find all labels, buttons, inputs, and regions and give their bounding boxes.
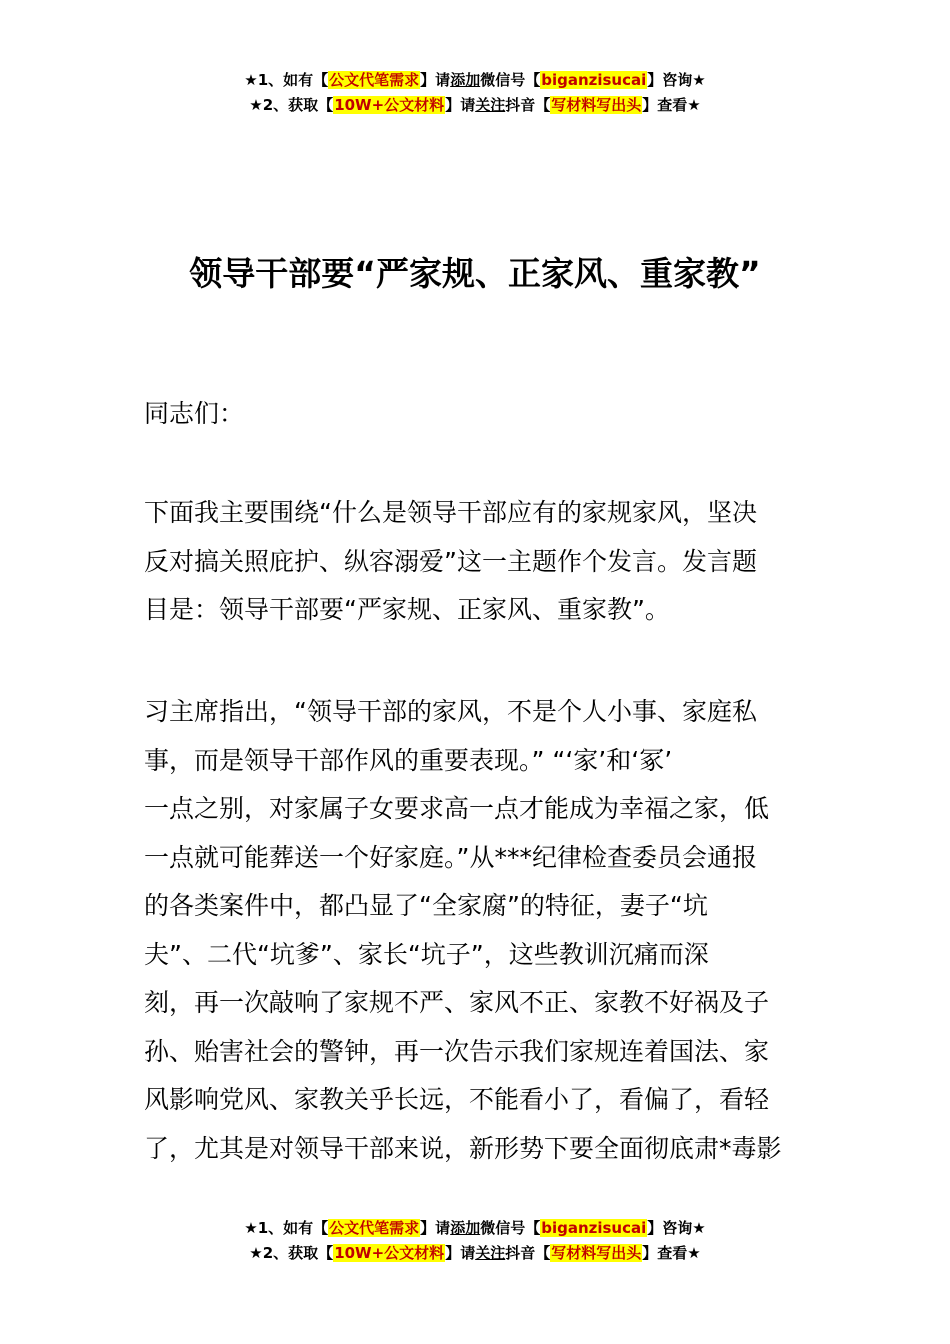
- highlight-douyin-account: 写材料写出头: [551, 96, 642, 114]
- text-line: 夫”、二代“坑爹”、家长“坑子”，这些教训沉痛而深: [144, 939, 709, 969]
- banner-line-1: ★1、如有【公文代笔需求】请添加微信号【biganzisucai】咨询★: [244, 1219, 706, 1237]
- highlight-douyin-account: 写材料写出头: [551, 1244, 642, 1262]
- paragraph-intro: [144, 489, 808, 635]
- text-line: 了，尤其是对领导干部来说，新形势下要全面彻底肃*毒影: [144, 1133, 782, 1163]
- text-line: 刻，再一次敲响了家规不严、家风不正、家教不好祸及子: [144, 988, 770, 1017]
- text-line: 下面我主要围绕“什么是领导干部应有的家规家风，坚决: [144, 498, 757, 527]
- highlight-wechat-id: biganzisucai: [541, 71, 647, 89]
- highlight-materials: 10W+公文材料: [334, 1244, 445, 1262]
- text-line: 反对搞关照庇护、纵容溺爱”这一主题作个发言。发言题: [144, 546, 757, 576]
- text-line: 一点就可能葬送一个好家庭。”从***纪律检查委员会通报: [144, 842, 757, 872]
- text-line: 目是：领导干部要“严家规、正家风、重家教”。: [144, 595, 670, 624]
- paragraph-main: [144, 688, 808, 1173]
- footer-banner: [0, 1216, 950, 1266]
- highlight-service: 公文代笔需求: [329, 71, 420, 89]
- highlight-service: 公文代笔需求: [329, 1219, 420, 1237]
- banner-line-2: ★2、获取【10W+公文材料】请关注抖音【写材料写出头】查看★: [249, 96, 701, 114]
- banner-line-1: ★1、如有【公文代笔需求】请添加微信号【biganzisucai】咨询★: [244, 71, 706, 89]
- salutation: 同志们：: [144, 399, 245, 428]
- document-title: 领导干部要“严家规、正家风、重家教”: [189, 254, 761, 293]
- highlight-wechat-id: biganzisucai: [541, 1219, 647, 1237]
- highlight-materials: 10W+公文材料: [334, 96, 445, 114]
- banner-line-2: ★2、获取【10W+公文材料】请关注抖音【写材料写出头】查看★: [249, 1244, 701, 1262]
- text-line: 风影响党风、家教关乎长远，不能看小了，看偏了，看轻: [144, 1085, 770, 1114]
- text-line: 的各类案件中，都凸显了“全家腐”的特征，妻子“坑: [144, 891, 708, 920]
- text-line: 孙、贻害社会的警钟，再一次告示我们家规连着国法、家: [144, 1036, 770, 1066]
- text-line: 一点之别，对家属子女要求高一点才能成为幸福之家，低: [144, 794, 770, 823]
- text-line: 事，而是领导干部作风的重要表现。” “‘家’和‘冢’: [144, 745, 673, 775]
- text-line: 习主席指出，“领导干部的家风，不是个人小事、家庭私: [144, 697, 757, 726]
- header-banner: [0, 68, 950, 118]
